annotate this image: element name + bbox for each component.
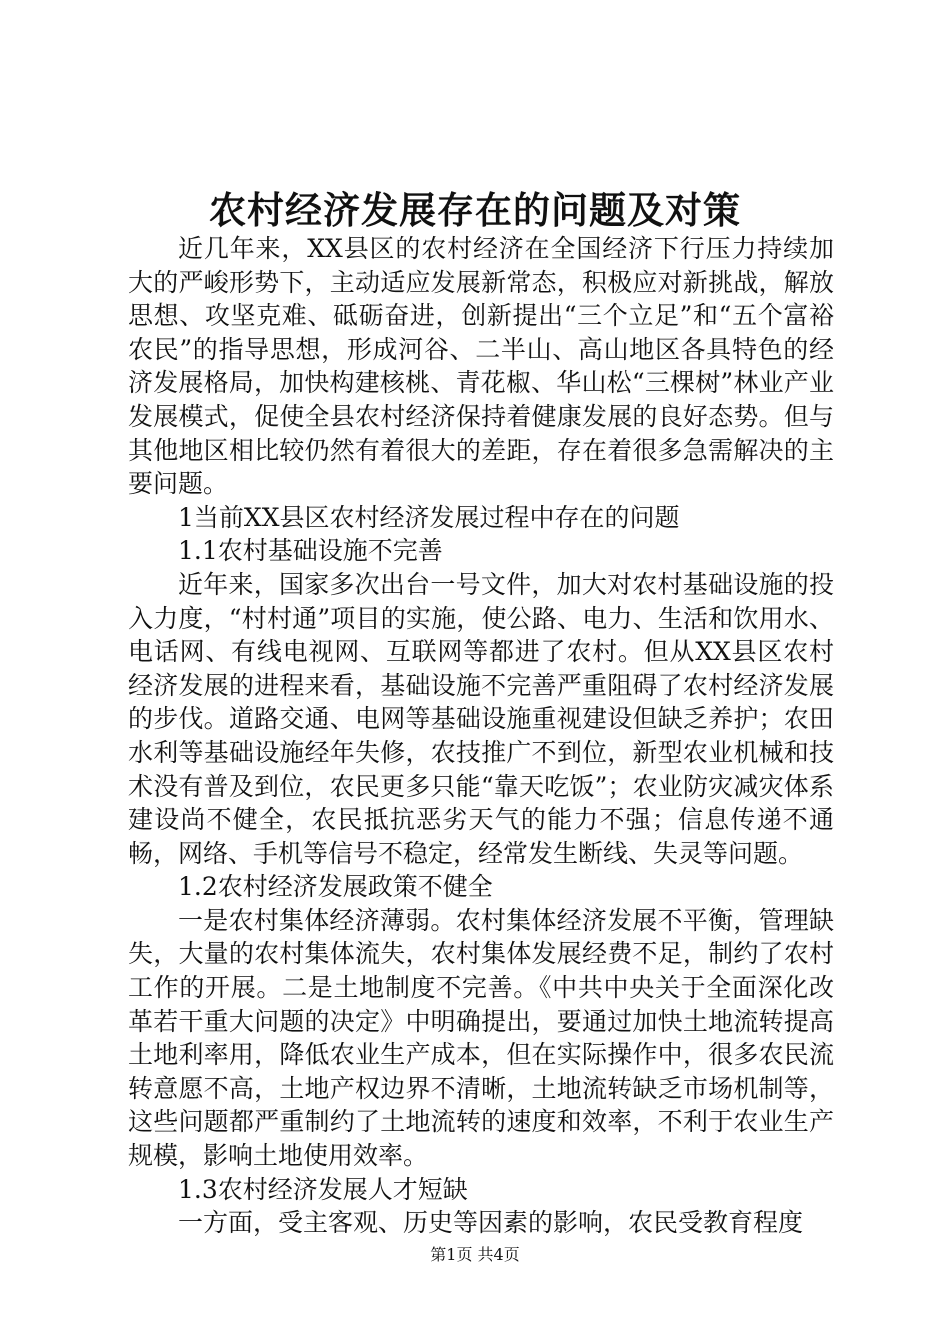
body-paragraph: 一是农村集体经济薄弱。农村集体经济发展不平衡，管理缺失，大量的农村集体流失，农村集体发展经费不足，制约了农村工作的开展。二是土地制度不完善。《中共中央关于全面深化改革若干重大问题的决定》中明确提出，要通过加快土地流转提高土地利率用，降低农业生产成本，但在实际操作中，很多农民流转意愿不高，土地产权边界不清晰，土地流转缺乏市场机制等，这些问题都严重制约了土地流转的速度和效率，不利于农业生产规模，影响土地使用效率。 (128, 905, 834, 1171)
section-heading: 1当前XX县区农村经济发展过程中存在的问题 (178, 502, 680, 532)
page-number-footer: 第1页 共4页 (430, 1245, 520, 1264)
subsection-heading: 1.3农村经济发展人才短缺 (178, 1174, 468, 1204)
subsection-heading: 1.2农村经济发展政策不健全 (178, 872, 493, 902)
body-paragraph: 近几年来，XX县区的农村经济在全国经济下行压力持续加大的严峻形势下，主动适应发展新常态，积极应对新挑战，解放思想、攻坚克难、砥砺奋进，创新提出“三个立足”和“五个富裕农民”的指导思想，形成河谷、二半山、高山地区各具特色的经济发展格局，加快构建核桃、青花椒、华山松“三棵树”林业产业发展模式，促使全县农村经济保持着健康发展的良好态势。但与其他地区相比较仍然有着很大的差距，存在着很多急需解决的主要问题。 (128, 234, 834, 499)
subsection-heading: 1.1农村基础设施不完善 (178, 536, 443, 566)
document-body (128, 232, 834, 1240)
body-paragraph: 近年来，国家多次出台一号文件，加大对农村基础设施的投入力度，“村村通”项目的实施，使公路、电力、生活和饮用水、电话网、有线电视网、互联网等都进了农村。但从XX县区农村经济发展的进程来看，基础设施不完善严重阻碍了农村经济发展的步伐。道路交通、电网等基础设施重视建设但缺乏养护；农田水利等基础设施经年失修，农技推广不到位，新型农业机械和技术没有普及到位，农民更多只能“靠天吃饭”；农业防灾减灾体系建设尚不健全，农民抵抗恶劣天气的能力不强；信息传递不通畅，网络、手机等信号不稳定，经常发生断线、失灵等问题。 (128, 569, 834, 868)
document-title: 农村经济发展存在的问题及对策 (209, 188, 741, 232)
body-paragraph: 一方面，受主客观、历史等因素的影响，农民受教育程度 (178, 1208, 804, 1238)
